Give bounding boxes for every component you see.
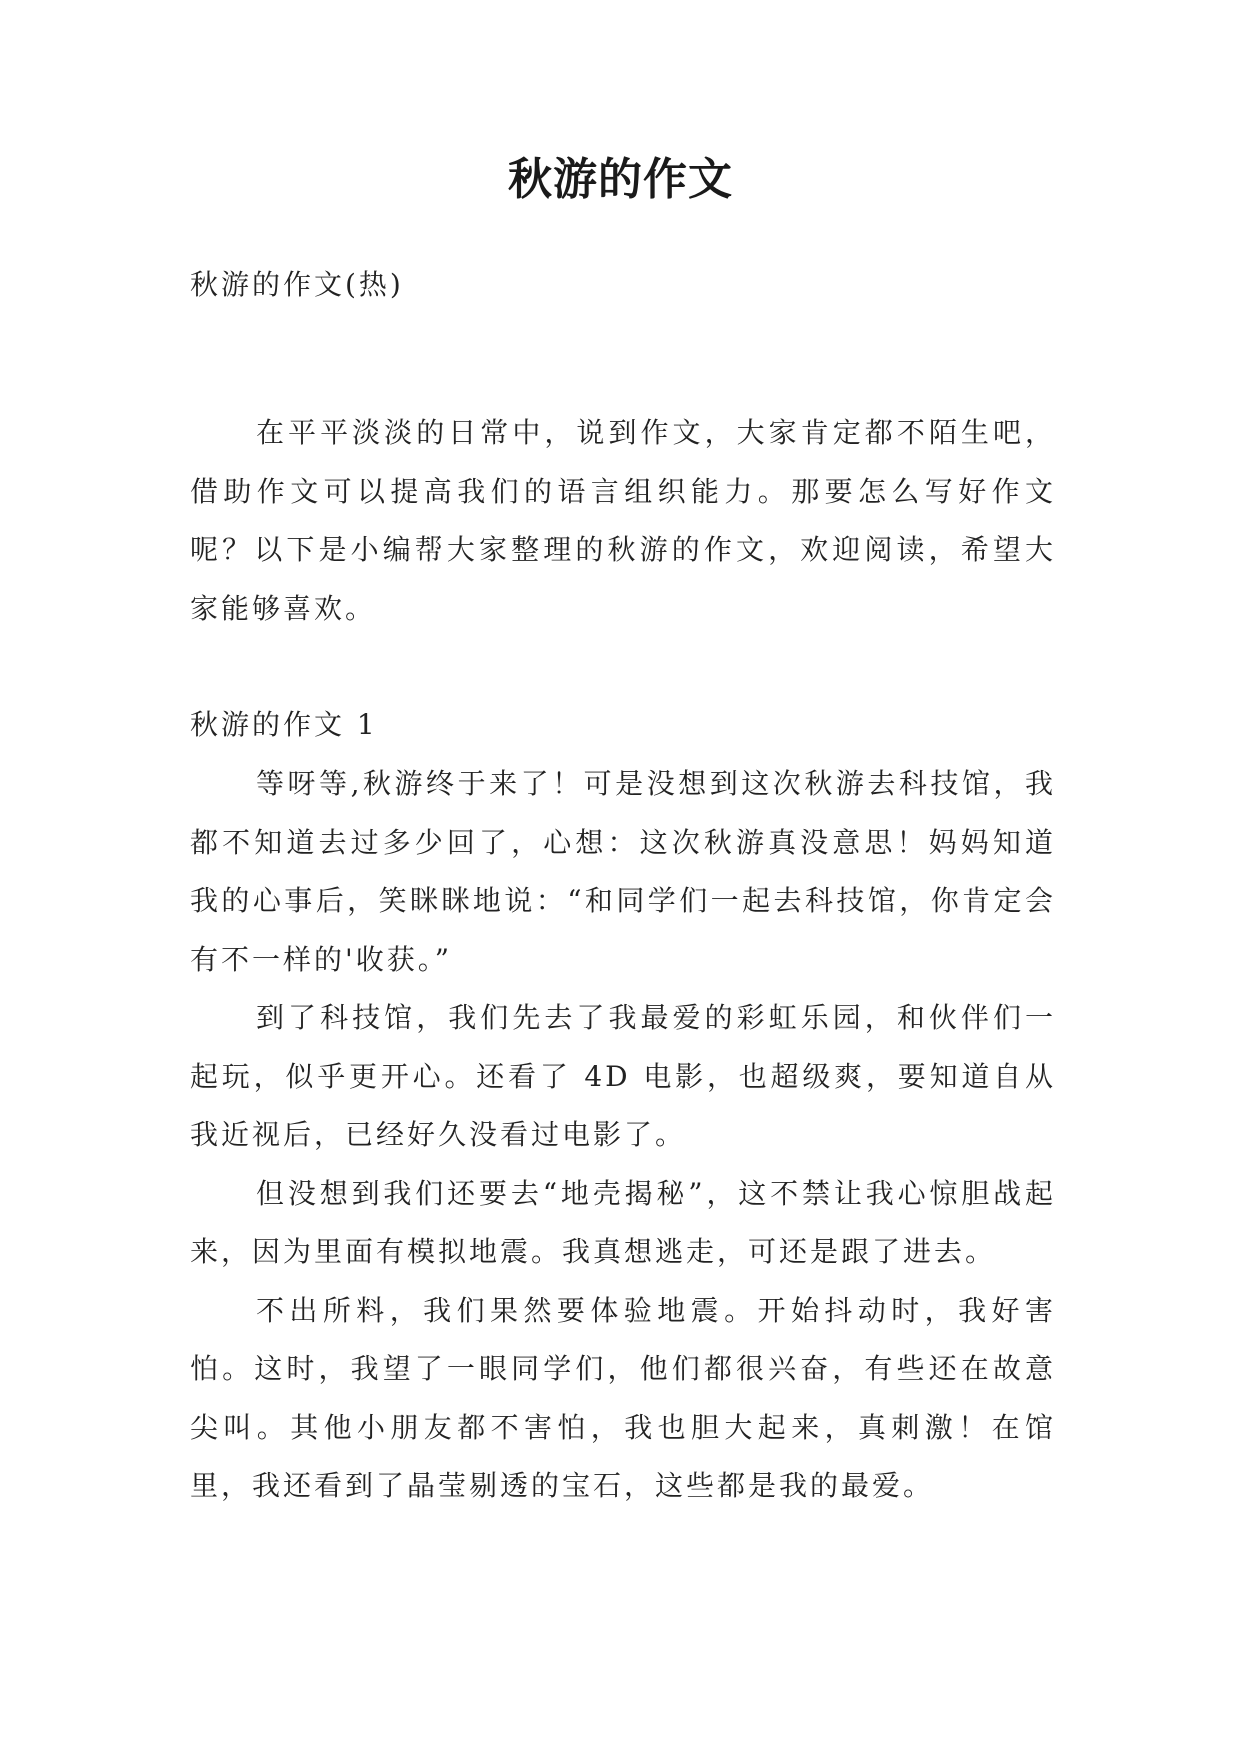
section-paragraph-4: 不出所料，我们果然要体验地震。开始抖动时，我好害怕。这时，我望了一眼同学们，他们都很兴奋，有些还在故意尖叫。其他小朋友都不害怕，我也胆大起来，真刺激！在馆里，我还看到了晶莹剔透的宝石，这些都是我的最爱。 bbox=[190, 1293, 1056, 1502]
section-heading: 秋游的作文 1 bbox=[190, 708, 378, 741]
section-body bbox=[190, 755, 1056, 1516]
section-paragraph-1: 等呀等,秋游终于来了！可是没想到这次秋游去科技馆，我都不知道去过多少回了，心想：这次秋游真没意思！妈妈知道我的心事后，笑眯眯地说：“和同学们一起去科技馆，你肯定会有不一样的'收获。” bbox=[190, 767, 1056, 976]
intro-paragraph: 在平平淡淡的日常中，说到作文，大家肯定都不陌生吧，借助作文可以提高我们的语言组织能力。那要怎么写好作文呢？以下是小编帮大家整理的秋游的作文，欢迎阅读，希望大家能够喜欢。 bbox=[190, 416, 1056, 625]
section-paragraph-3: 但没想到我们还要去“地壳揭秘”，这不禁让我心惊胆战起来，因为里面有模拟地震。我真想逃走，可还是跟了进去。 bbox=[190, 1176, 1056, 1268]
section-paragraph-2: 到了科技馆，我们先去了我最爱的彩虹乐园，和伙伴们一起玩，似乎更开心。还看了 4D 电影，也超级爽，要知道自从我近视后，已经好久没看过电影了。 bbox=[190, 1001, 1056, 1151]
document-title: 秋游的作文 bbox=[508, 154, 733, 205]
document-subtitle: 秋游的作文(热) bbox=[190, 268, 404, 301]
